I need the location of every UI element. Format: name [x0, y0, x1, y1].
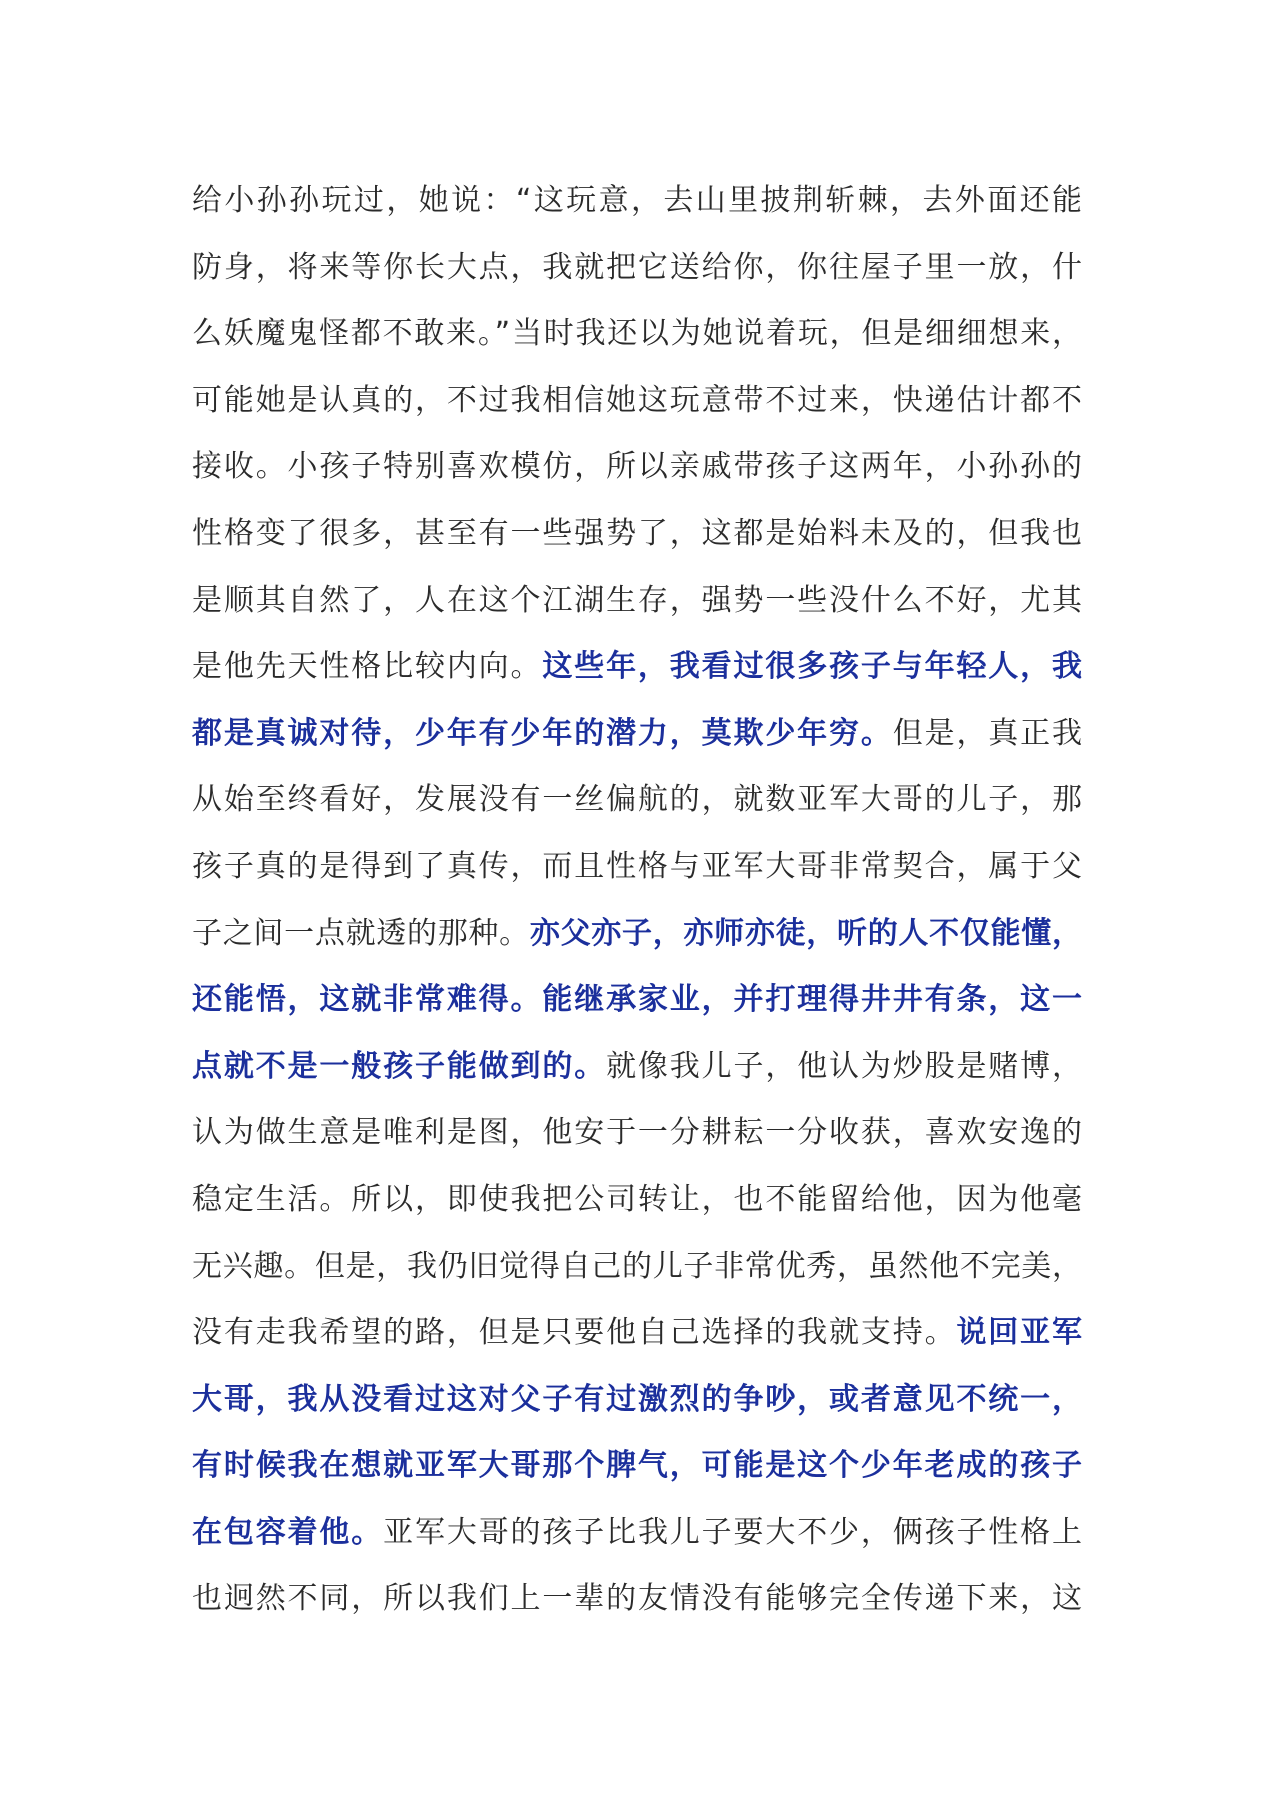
text-line [192, 168, 1085, 235]
text-segment: 子之间一点就透的那种。 [192, 915, 530, 951]
emphasized-text: 点就不是一般孩子能做到的。 [192, 1048, 607, 1084]
text-line [192, 1367, 1082, 1434]
text-segment: 从始至终看好，发展没有一丝偏航的，就数亚军大哥的儿子，那 [192, 782, 1084, 818]
text-line [192, 834, 1082, 901]
emphasized-text: 还能悟，这就非常难得。能继承家业，并打理得井井有条，这一 [192, 982, 1084, 1018]
text-line [192, 634, 1082, 701]
text-segment: 是顺其自然了，人在这个江湖生存，强势一些没什么不好，尤其 [192, 582, 1084, 618]
emphasized-text: 有时候我在想就亚军大哥那个脾气，可能是这个少年老成的孩子 [192, 1448, 1084, 1484]
text-segment: 是他先天性格比较内向。 [192, 649, 543, 685]
text-line [192, 235, 1082, 302]
text-line [192, 1433, 1082, 1500]
text-line [192, 501, 1082, 568]
emphasized-text: 这些年，我看过很多孩子与年轻人，我 [542, 649, 1084, 685]
text-segment: 稳定生活。所以，即使我把公司转让，也不能留给他，因为他毫 [192, 1181, 1084, 1217]
emphasized-text: 大哥，我从没看过这对父子有过激烈的争吵，或者意见不统一， [192, 1381, 1084, 1417]
emphasized-text: 亦父亦子，亦师亦徒，听的人不仅能懂， [529, 915, 1083, 951]
text-segment: 接收。小孩子特别喜欢模仿，所以亲戚带孩子这两年，小孙孙的 [192, 449, 1084, 485]
emphasized-text: 说回亚军 [956, 1315, 1084, 1351]
text-segment: 就像我儿子，他认为炒股是赌博， [606, 1048, 1084, 1084]
text-line [192, 434, 1082, 501]
text-line [192, 1167, 1082, 1234]
text-segment: 给小孙孙玩过，她说：“这玩意，去山里披荆斩棘，去外面还能 [192, 183, 1085, 218]
body-text [192, 168, 1085, 1633]
text-line [192, 1566, 1082, 1633]
text-segment: 没有走我希望的路，但是只要他自己选择的我就支持。 [192, 1315, 957, 1351]
text-segment: 孩子真的是得到了真传，而且性格与亚军大哥非常契合，属于父 [192, 848, 1084, 884]
text-line [192, 1100, 1082, 1167]
text-segment: 可能她是认真的，不过我相信她这玩意带不过来，快递估计都不 [192, 382, 1084, 418]
text-line [192, 901, 1082, 968]
text-segment: 但是，真正我 [892, 715, 1084, 751]
text-line [192, 1500, 1082, 1567]
text-line [192, 368, 1082, 435]
text-line [192, 701, 1082, 768]
text-line [192, 767, 1082, 834]
text-segment: 性格变了很多，甚至有一些强势了，这都是始料未及的，但我也 [192, 515, 1084, 551]
text-segment: 认为做生意是唯利是图，他安于一分耕耘一分收获，喜欢安逸的 [192, 1115, 1084, 1151]
text-segment: 亚军大哥的孩子比我儿子要大不少，俩孩子性格上 [383, 1514, 1084, 1550]
text-line [192, 1234, 1082, 1301]
emphasized-text: 都是真诚对待，少年有少年的潜力，莫欺少年穷。 [192, 715, 893, 751]
text-line [192, 568, 1082, 635]
text-line [192, 1034, 1082, 1101]
emphasized-text: 在包容着他。 [192, 1514, 384, 1550]
text-segment: 么妖魔鬼怪都不敢来。”当时我还以为她说着玩，但是细细想来， [192, 316, 1084, 352]
text-segment: 也迥然不同，所以我们上一辈的友情没有能够完全传递下来，这 [192, 1581, 1084, 1617]
text-segment: 无兴趣。但是，我仍旧觉得自己的儿子非常优秀，虽然他不完美， [192, 1248, 1083, 1284]
text-line [192, 301, 1082, 368]
text-line [192, 967, 1082, 1034]
text-segment: 防身，将来等你长大点，我就把它送给你，你往屋子里一放，什 [192, 249, 1084, 285]
text-line [192, 1300, 1082, 1367]
